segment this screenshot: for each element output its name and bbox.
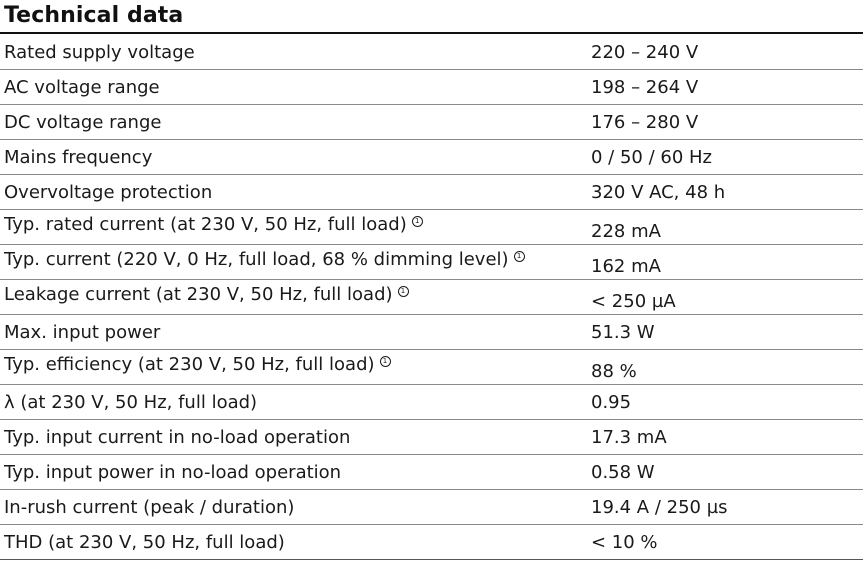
- table-row: [0, 455, 863, 490]
- spec-value: 17.3 mA: [591, 427, 667, 448]
- table-row: [0, 140, 863, 175]
- spec-label-text: Overvoltage protection: [4, 182, 213, 203]
- spec-label: [4, 77, 160, 99]
- spec-label-text: THD (at 230 V, 50 Hz, full load): [4, 532, 285, 553]
- table-row: [0, 210, 863, 245]
- table-row: [0, 105, 863, 140]
- spec-label-text: Leakage current (at 230 V, 50 Hz, full load): [4, 284, 393, 305]
- spec-value: 220 – 240 V: [591, 42, 699, 63]
- spec-value: 88 %: [591, 361, 637, 382]
- spec-label-text: Typ. input current in no-load operation: [4, 427, 351, 448]
- table-row: [0, 490, 863, 525]
- spec-value: 19.4 A / 250 µs: [591, 497, 728, 518]
- table-row: [0, 315, 863, 350]
- spec-label-text: Typ. current (220 V, 0 Hz, full load, 68 % dimming level): [4, 249, 509, 270]
- title-divider: [0, 32, 863, 34]
- table-row: [0, 525, 863, 560]
- spec-value: 51.3 W: [591, 322, 655, 343]
- table-row: [0, 70, 863, 105]
- spec-label: [4, 322, 160, 344]
- footnote-circle-icon: 1: [380, 356, 391, 367]
- spec-label: [4, 532, 285, 554]
- spec-label: [4, 462, 341, 484]
- spec-label: [4, 182, 212, 204]
- footnote-circle-icon: 1: [412, 216, 423, 227]
- table-row: [0, 280, 863, 315]
- spec-label-text: Typ. input power in no-load operation: [4, 462, 342, 483]
- spec-label: [4, 112, 161, 134]
- spec-label: [4, 249, 525, 271]
- table-row: [0, 35, 863, 70]
- spec-label-text: In-rush current (peak / duration): [4, 497, 295, 518]
- table-row: [0, 385, 863, 420]
- technical-data-table: [0, 35, 863, 560]
- spec-value: 0.95: [591, 392, 632, 413]
- spec-label-text: Mains frequency: [4, 147, 153, 168]
- spec-value: 0 / 50 / 60 Hz: [591, 147, 712, 168]
- spec-value: 320 V AC, 48 h: [591, 182, 726, 203]
- table-row: [0, 175, 863, 210]
- table-row: [0, 245, 863, 280]
- spec-value: 228 mA: [591, 221, 661, 242]
- spec-label-text: Typ. efficiency (at 230 V, 50 Hz, full load): [4, 354, 375, 375]
- spec-value: 198 – 264 V: [591, 77, 699, 98]
- spec-label-text: λ (at 230 V, 50 Hz, full load): [4, 392, 258, 413]
- spec-label-text: AC voltage range: [4, 77, 160, 98]
- spec-value: 0.58 W: [591, 462, 655, 483]
- spec-value: 176 – 280 V: [591, 112, 699, 133]
- spec-label: [4, 214, 423, 236]
- spec-label-text: Typ. rated current (at 230 V, 50 Hz, full load): [4, 214, 407, 235]
- spec-label-text: Rated supply voltage: [4, 42, 195, 63]
- footnote-circle-icon: 1: [514, 251, 525, 262]
- spec-label: [4, 42, 195, 64]
- spec-label-text: DC voltage range: [4, 112, 162, 133]
- spec-label: [4, 497, 294, 519]
- spec-value: 162 mA: [591, 256, 661, 277]
- spec-value: < 250 µA: [591, 291, 676, 312]
- spec-label: [4, 392, 257, 414]
- spec-label: [4, 354, 391, 376]
- spec-label-text: Max. input power: [4, 322, 161, 343]
- table-row: [0, 350, 863, 385]
- spec-label: [4, 284, 409, 306]
- spec-label: [4, 147, 152, 169]
- footnote-circle-icon: 1: [398, 286, 409, 297]
- spec-label: [4, 427, 350, 449]
- spec-value: < 10 %: [591, 532, 658, 553]
- page-title: Technical data: [4, 3, 184, 28]
- table-row: [0, 420, 863, 455]
